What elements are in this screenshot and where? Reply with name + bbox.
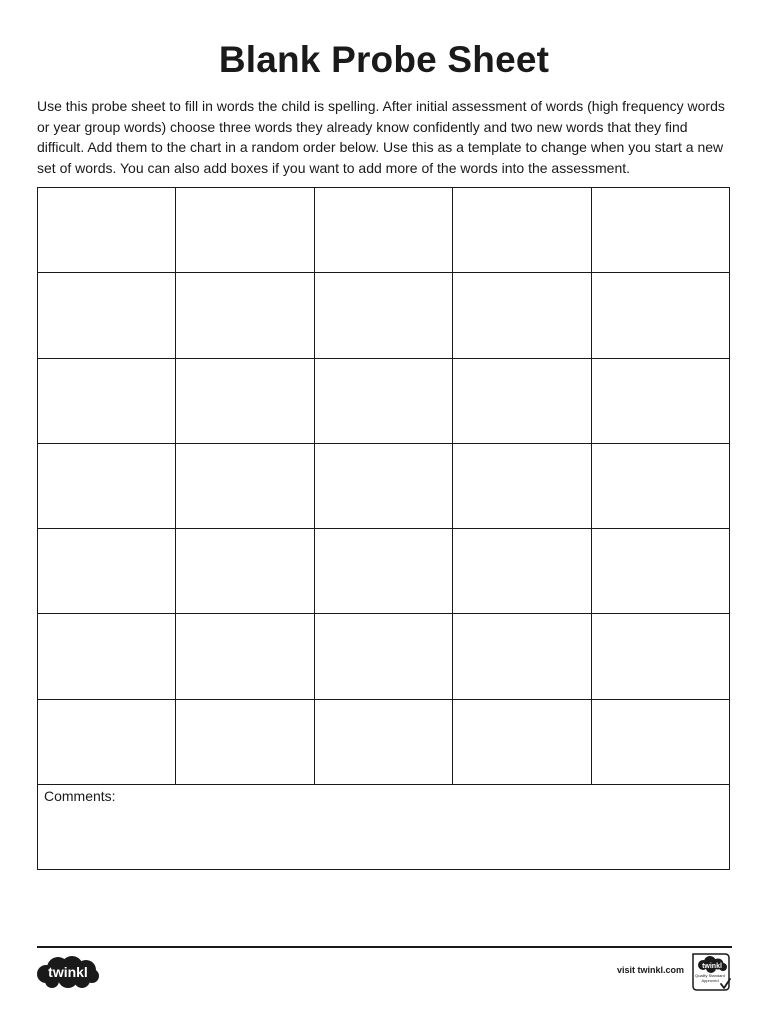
probe-cell[interactable] <box>315 273 453 358</box>
probe-cell[interactable] <box>315 444 453 529</box>
probe-cell[interactable] <box>453 444 591 529</box>
probe-cell[interactable] <box>38 529 176 614</box>
probe-cell[interactable] <box>38 273 176 358</box>
probe-cell[interactable] <box>38 614 176 699</box>
probe-cell[interactable] <box>453 614 591 699</box>
page-title: Blank Probe Sheet <box>218 39 550 80</box>
probe-cell[interactable] <box>176 529 314 614</box>
quality-standard-badge <box>690 951 732 993</box>
probe-grid <box>37 187 730 785</box>
comments-box[interactable] <box>37 784 730 870</box>
probe-cell[interactable] <box>315 529 453 614</box>
probe-cell[interactable] <box>315 614 453 699</box>
badge-wordmark: twinkl <box>702 963 722 970</box>
visit-website-text: visit twinkl.com <box>616 965 684 975</box>
comments-label: Comments: <box>44 788 116 804</box>
probe-cell[interactable] <box>592 273 730 358</box>
probe-cell[interactable] <box>592 529 730 614</box>
probe-cell[interactable] <box>592 614 730 699</box>
probe-cell[interactable] <box>176 614 314 699</box>
probe-cell[interactable] <box>453 700 591 785</box>
probe-cell[interactable] <box>315 188 453 273</box>
probe-cell[interactable] <box>176 359 314 444</box>
probe-cell[interactable] <box>176 273 314 358</box>
instructions-paragraph: Use this probe sheet to fill in words the child is spelling. After initial assessment of words (high frequency words or year group words) choose three words they already know confidently and two new words that they find difficult. Add them to the chart in a random order below. Use this as a template to change when you start a new set of words. You can also add boxes if you want to add more of the words into the assessment. <box>37 98 725 176</box>
probe-cell[interactable] <box>453 273 591 358</box>
twinkl-logo <box>36 954 100 990</box>
probe-cell[interactable] <box>453 359 591 444</box>
probe-cell[interactable] <box>38 188 176 273</box>
probe-cell[interactable] <box>38 700 176 785</box>
footer-divider <box>37 946 732 948</box>
probe-cell[interactable] <box>38 359 176 444</box>
probe-cell[interactable] <box>176 700 314 785</box>
probe-cell[interactable] <box>592 700 730 785</box>
probe-cell[interactable] <box>592 188 730 273</box>
probe-cell[interactable] <box>176 444 314 529</box>
probe-cell[interactable] <box>453 188 591 273</box>
probe-cell[interactable] <box>315 359 453 444</box>
probe-cell[interactable] <box>453 529 591 614</box>
logo-wordmark: twinkl <box>48 964 88 980</box>
probe-cell[interactable] <box>592 444 730 529</box>
probe-cell[interactable] <box>38 444 176 529</box>
probe-cell[interactable] <box>315 700 453 785</box>
badge-caption: Quality Standard Approved <box>695 973 725 983</box>
probe-cell[interactable] <box>592 359 730 444</box>
probe-cell[interactable] <box>176 188 314 273</box>
